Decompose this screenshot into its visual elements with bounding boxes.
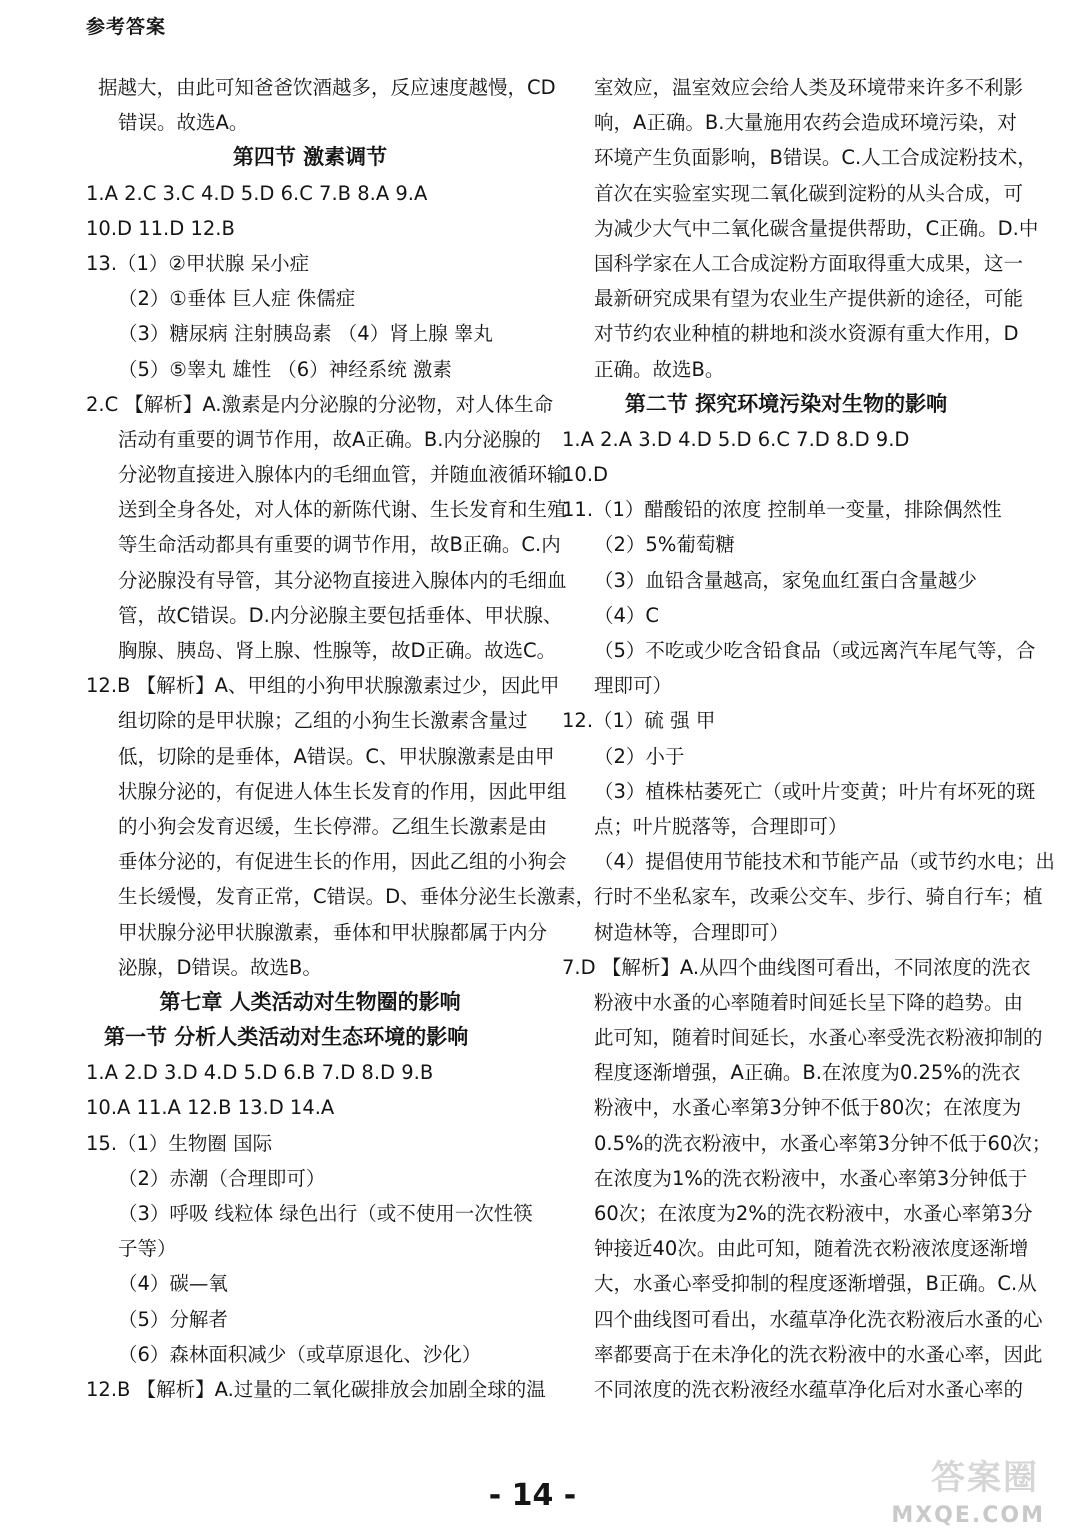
right-text-line: 理即可） [594,674,673,698]
right-text-line: 首次在实验室实现二氧化碳到淀粉的从头合成，可 [594,181,1024,205]
left-text-line: （3）呼吸 线粒体 绿色出行（或不使用一次性筷 [118,1202,533,1225]
right-text-line: （4）C [594,603,660,627]
left-text-line: 管，故C错误。D.内分泌腺主要包括垂体、甲状腺、 [118,603,563,627]
right-text-line: 7.D 【解析】A.从四个曲线图可看出，不同浓度的洗衣 [562,955,1031,979]
page-number: - 14 - [488,1478,577,1513]
right-text-line: （3）血铅含量越高，家兔血红蛋白含量越少 [594,568,977,592]
left-text-line: 胸腺、胰岛、肾上腺、性腺等，故D正确。故选C。 [118,639,557,662]
left-text-line: 组切除的是甲状腺；乙组的小狗生长激素含量过 [118,709,528,733]
right-text-line: 12.（1）硫 强 甲 [562,709,716,733]
left-text-line: （4）碳—氧 [118,1272,228,1296]
left-text-line: 错误。故选A。 [118,111,249,135]
left-heading: 第四节 激素调节 [232,145,388,170]
left-column [86,70,596,1407]
left-text-line: （5）分解者 [118,1307,228,1331]
right-text-line: 0.5%的洗衣粉液中，水蚤心率第3分钟不低于60次； [594,1131,1052,1155]
left-text-line: （5）⑤睾丸 雄性 （6）神经系统 激素 [118,357,452,381]
left-text-line: （2）赤潮（合理即可） [118,1166,326,1190]
right-text-line: 树造林等，合理即可） [594,920,790,944]
left-text-line: 生长缓慢，发育正常，C错误。D、垂体分泌生长激素， [118,885,596,909]
left-heading: 第一节 分析人类活动对生态环境的影响 [104,1025,469,1050]
right-text-line: 钟接近40次。由此可知，随着洗衣粉液浓度逐渐增 [594,1237,1029,1261]
right-text-line: 1.A 2.A 3.D 4.D 5.D 6.C 7.D 8.D 9.D [562,427,910,451]
left-text-line: 12.B 【解析】A、甲组的小狗甲状腺激素过少，因此甲 [86,674,560,698]
right-text-line: 不同浓度的洗衣粉液经水蕴草净化后对水蚤心率的 [594,1377,1024,1401]
right-text-line: 环境产生负面影响，B错误。C.人工合成淀粉技术， [594,146,1037,170]
right-text-line: （4）提倡使用节能技术和节能产品（或节约水电；出 [594,850,1055,874]
right-heading: 第二节 探究环境污染对生物的影响 [624,391,948,416]
watermark-logo [891,1450,1049,1530]
right-text-line: 对节约农业种植的耕地和淡水资源有重大作用，D [594,322,1019,346]
right-text-line: 10.D [562,463,609,487]
right-text-line: 此可知，随着时间延长，水蚤心率受洗衣粉液抑制的 [594,1026,1043,1050]
left-text-line: 甲状腺分泌甲状腺激素，垂体和甲状腺都属于内分 [118,920,548,944]
left-text-line: 垂体分泌的，有促进生长的作用，因此乙组的小狗会 [118,850,567,874]
right-text-line: 正确。故选B。 [594,357,725,381]
right-text-line: 为减少大气中二氧化碳含量提供帮助，C正确。D.中 [594,216,1039,240]
right-text-line: 粉液中水蚤的心率随着时间延长呈下降的趋势。由 [594,990,1024,1014]
left-text-line: 10.A 11.A 12.B 13.D 14.A [86,1096,335,1120]
left-heading: 第七章 人类活动对生物圈的影响 [159,989,461,1014]
right-text-line: （2）小于 [594,744,685,768]
left-text-line: 低，切除的是垂体，A错误。C、甲状腺激素是由甲 [118,744,555,768]
left-text-line: 分泌物直接进入腺体内的毛细血管，并随血液循环输 [118,463,567,487]
left-text-line: 泌腺，D错误。故选B。 [118,955,322,979]
watermark-domain: MXQE.COM [891,1503,1045,1528]
left-text-line: 10.D 11.D 12.B [86,216,235,240]
left-text-line: 分泌腺没有导管，其分泌物直接进入腺体内的毛细血 [118,568,567,592]
page-header: 参考答案 [86,16,167,38]
right-text-line: （2）5%葡萄糖 [594,533,735,557]
watermark-logo-text: 答案圈 [931,1458,1039,1498]
right-text-line: 行时不坐私家车，改乘公交车、步行、骑自行车；植 [594,885,1043,909]
left-text-line: （3）糖尿病 注射胰岛素 （4）肾上腺 睾丸 [118,322,493,346]
left-text-line: 15.（1）生物圈 国际 [86,1131,273,1155]
left-text-line: 活动有重要的调节作用，故A正确。B.内分泌腺的 [118,427,541,451]
left-text-line: 12.B 【解析】A.过量的二氧化碳排放会加剧全球的温 [86,1377,546,1401]
right-text-line: 11.（1）醋酸铅的浓度 控制单一变量，排除偶然性 [562,498,1002,522]
right-text-line: 大，水蚤心率受抑制的程度逐渐增强，B正确。C.从 [594,1272,1037,1296]
left-text-line: （6）森林面积减少（或草原退化、沙化） [118,1342,482,1366]
right-text-line: 率都要高于在未净化的洗衣粉液中的水蚤心率，因此 [594,1342,1043,1366]
left-text-line: 1.A 2.C 3.C 4.D 5.D 6.C 7.B 8.A 9.A [86,181,428,205]
right-text-line: 粉液中，水蚤心率第3分钟不低于80次；在浓度为 [594,1096,1022,1120]
right-column [562,70,1055,1407]
left-text-line: 等生命活动都具有重要的调节作用，故B正确。C.内 [118,533,561,557]
right-text-line: （3）植株枯萎死亡（或叶片变黄；叶片有坏死的斑 [594,779,1036,803]
right-text-line: 国科学家在人工合成淀粉方面取得重大成果，这一 [594,251,1024,275]
left-text-line: 据越大，由此可知爸爸饮酒越多，反应速度越慢，CD [98,76,556,99]
right-text-line: 60次；在浓度为2%的洗衣粉液中，水蚤心率第3分 [594,1202,1033,1225]
right-text-line: 四个曲线图可看出，水蕴草净化洗衣粉液后水蚤的心 [594,1307,1043,1331]
right-text-line: 程度逐渐增强，A正确。B.在浓度为0.25%的洗衣 [594,1061,1021,1085]
right-text-line: 点；叶片脱落等，合理即可） [594,814,848,838]
right-text-line: （5）不吃或少吃含铅食品（或远离汽车尾气等，合 [594,639,1036,662]
right-text-line: 响，A正确。B.大量施用农药会造成环境污染，对 [594,111,1017,135]
right-text-line: 在浓度为1%的洗衣粉液中，水蚤心率第3分钟低于 [594,1166,1028,1190]
left-text-line: 状腺分泌的，有促进人体生长发育的作用，因此甲组 [118,779,567,803]
left-text-line: 13.（1）②甲状腺 呆小症 [86,251,310,275]
left-text-line: 2.C 【解析】A.激素是内分泌腺的分泌物，对人体生命 [86,392,554,416]
left-text-line: 送到全身各处，对人体的新陈代谢、生长发育和生殖 [118,498,567,522]
left-text-line: 子等） [118,1237,177,1261]
left-text-line: （2）①垂体 巨人症 侏儒症 [118,287,356,311]
right-text-line: 室效应，温室效应会给人类及环境带来许多不利影 [594,76,1024,99]
left-text-line: 的小狗会发育迟缓，生长停滞。乙组生长激素是由 [118,814,548,838]
right-text-line: 最新研究成果有望为农业生产提供新的途径，可能 [594,287,1024,311]
left-text-line: 1.A 2.D 3.D 4.D 5.D 6.B 7.D 8.D 9.B [86,1061,434,1085]
